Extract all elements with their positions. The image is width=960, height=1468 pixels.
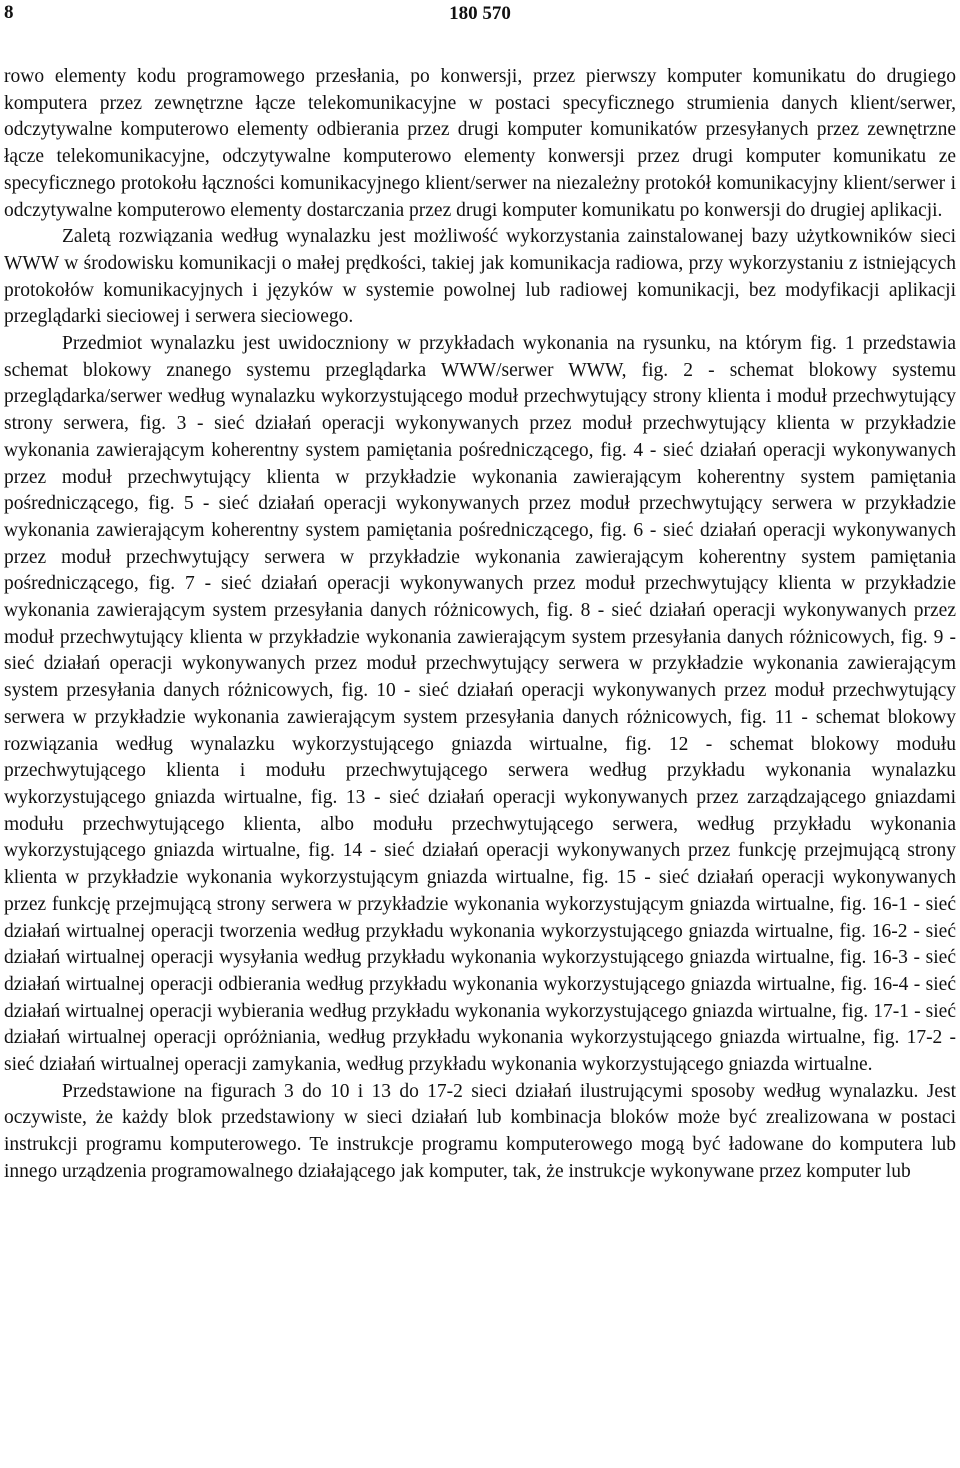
paragraph-flowcharts: Przedstawione na figurach 3 do 10 i 13 do 17-2 sieci działań ilustrującymi sposoby według wynalazku. Jest oczywiste, że każdy blok przedstawiony w sieci działań lub kombinacja bloków może być zrealizowana w postaci instrukcji programu komputerowego. Te instrukcje programu komputerowego mogą być ładowane do komputera lub innego urządzenia programowalnego działającego jak komputer, tak, że instrukcje wykonywane przez komputer lub [4, 1080, 956, 1182]
document-body [4, 64, 956, 1186]
paragraph-figures-description: Przedmiot wynalazku jest uwidoczniony w przykładach wykonania na rysunku, na którym fig. 1 przedstawia schemat blokowy znanego systemu przeglądarka WWW/serwer WWW, fig. 2 - schemat blokowy systemu przeglądarka/serwer według wynalazku wykorzystującego moduł przechwytujący strony klienta i moduł przechwytujący strony serwera, fig. 3 - sieć działań operacji wykonywanych przez moduł przechwytujący klienta w przykładzie wykonania zawierającym koherentny system pamiętania pośredniczącego, fig. 4 - sieć działań operacji wykonywanych przez moduł przechwytujący klienta w przykładzie wykonania zawierającym koherentny system pamiętania pośredniczącego, fig. 5 - sieć działań operacji wykonywanych przez moduł przechwytujący serwera w przykładzie wykonania zawierającym koherentny system pamiętania pośredniczącego, fig. 6 - sieć działań operacji wykonywanych przez moduł przechwytujący serwera w przykładzie wykonania zawierającym koherentny system pamiętania pośredniczącego, fig. 7 - sieć działań operacji wykonywanych przez moduł przechwytujący klienta w przykładzie wykonania zawierającym system przesyłania danych różnicowych, fig. 8 - sieć działań operacji wykonywanych przez moduł przechwytujący klienta w przykładzie wykonania zawierającym system przesyłania danych różnicowych, fig. 9 - sieć działań operacji wykonywanych przez moduł przechwytujący serwera w przykładzie wykonania zawierającym system przesyłania danych różnicowych, fig. 10 - sieć działań operacji wykonywanych przez moduł przechwytujący serwera w przykładzie wykonania zawierającym system przesyłania danych różnicowych, fig. 11 - schemat blokowy rozwiązania według wynalazku wykorzystującego gniazda wirtualne, fig. 12 - schemat blokowy modułu przechwytującego klienta i modułu przechwytującego serwera według przykładu wykonania wynalazku wykorzystującego gniazda wirtualne, fig. 13 - sieć działań operacji wykonywanych przez zarządzającego gniazdami modułu przechwytującego klienta, albo modułu przechwytującego serwera, według przykładu wykonania wykorzystującego gniazda wirtualne, fig. 14 - sieć działań operacji wykonywanych przez funkcję przejmującą strony klienta w przykładzie wykonania wykorzystującym gniazda wirtualne, fig. 15 - sieć działań operacji wykonywanych przez funkcję przejmującą strony serwera w przykładzie wykonania wykorzystującym gniazda wirtualne, fig. 16-1 - sieć działań wirtualnej operacji tworzenia według przykładu wykonania wykorzystującego gniazda wirtualne, fig. 16-2 - sieć działań wirtualnej operacji wysyłania według przykładu wykonania wykorzystującego gniazda wirtualne, fig. 16-3 - sieć działań wirtualnej operacji odbierania według przykładu wykonania wykorzystującego gniazda wirtualne, fig. 16-4 - sieć działań wirtualnej operacji wybierania według przykładu wykonania wykorzystującego gniazda wirtualne, fig. 17-1 - sieć działań wirtualnej operacji opróżniania, według przykładu wykonania wykorzystującego gniazda wirtualne, fig. 17-2 - sieć działań wirtualnej operacji zamykania, według przykładu wykonania wykorzystującego gniazda wirtualne. [4, 333, 956, 1076]
page-header [0, 2, 960, 30]
document-number: 180 570 [449, 3, 511, 24]
paragraph-continuation: rowo elementy kodu programowego przesłania, po konwersji, przez pierwszy komputer komunikatu do drugiego komputera przez zewnętrzne łącze telekomunikacyjne w postaci specyficznego strumienia danych klient/serwer, odczytywalne komputerowo elementy odbierania przez drugi komputer komunikatów przesyłanych przez zewnętrzne łącze telekomunikacyjne, odczytywalne komputerowo elementy konwersji przez drugi komputer komunikatu ze specyficznego protokołu łączności komunikacyjnego klient/serwer na niezależny protokół komunikacyjny klient/serwer i odczytywalne komputerowo elementy dostarczania przez drugi komputer komunikatu po konwersji do drugiej aplikacji. [4, 66, 956, 221]
page-number: 8 [4, 2, 14, 23]
paragraph-advantage: Zaletą rozwiązania według wynalazku jest możliwość wykorzystania zainstalowanej bazy użytkowników sieci WWW w środowisku komunikacji o małej prędkości, takiej jak komunikacja radiowa, przy wykorzystaniu z istniejących protokołów komunikacyjnych i języków w systemie powolnej lub radiowej komunikacji, bez modyfikacji aplikacji przeglądarki sieciowej i serwera sieciowego. [4, 226, 956, 328]
